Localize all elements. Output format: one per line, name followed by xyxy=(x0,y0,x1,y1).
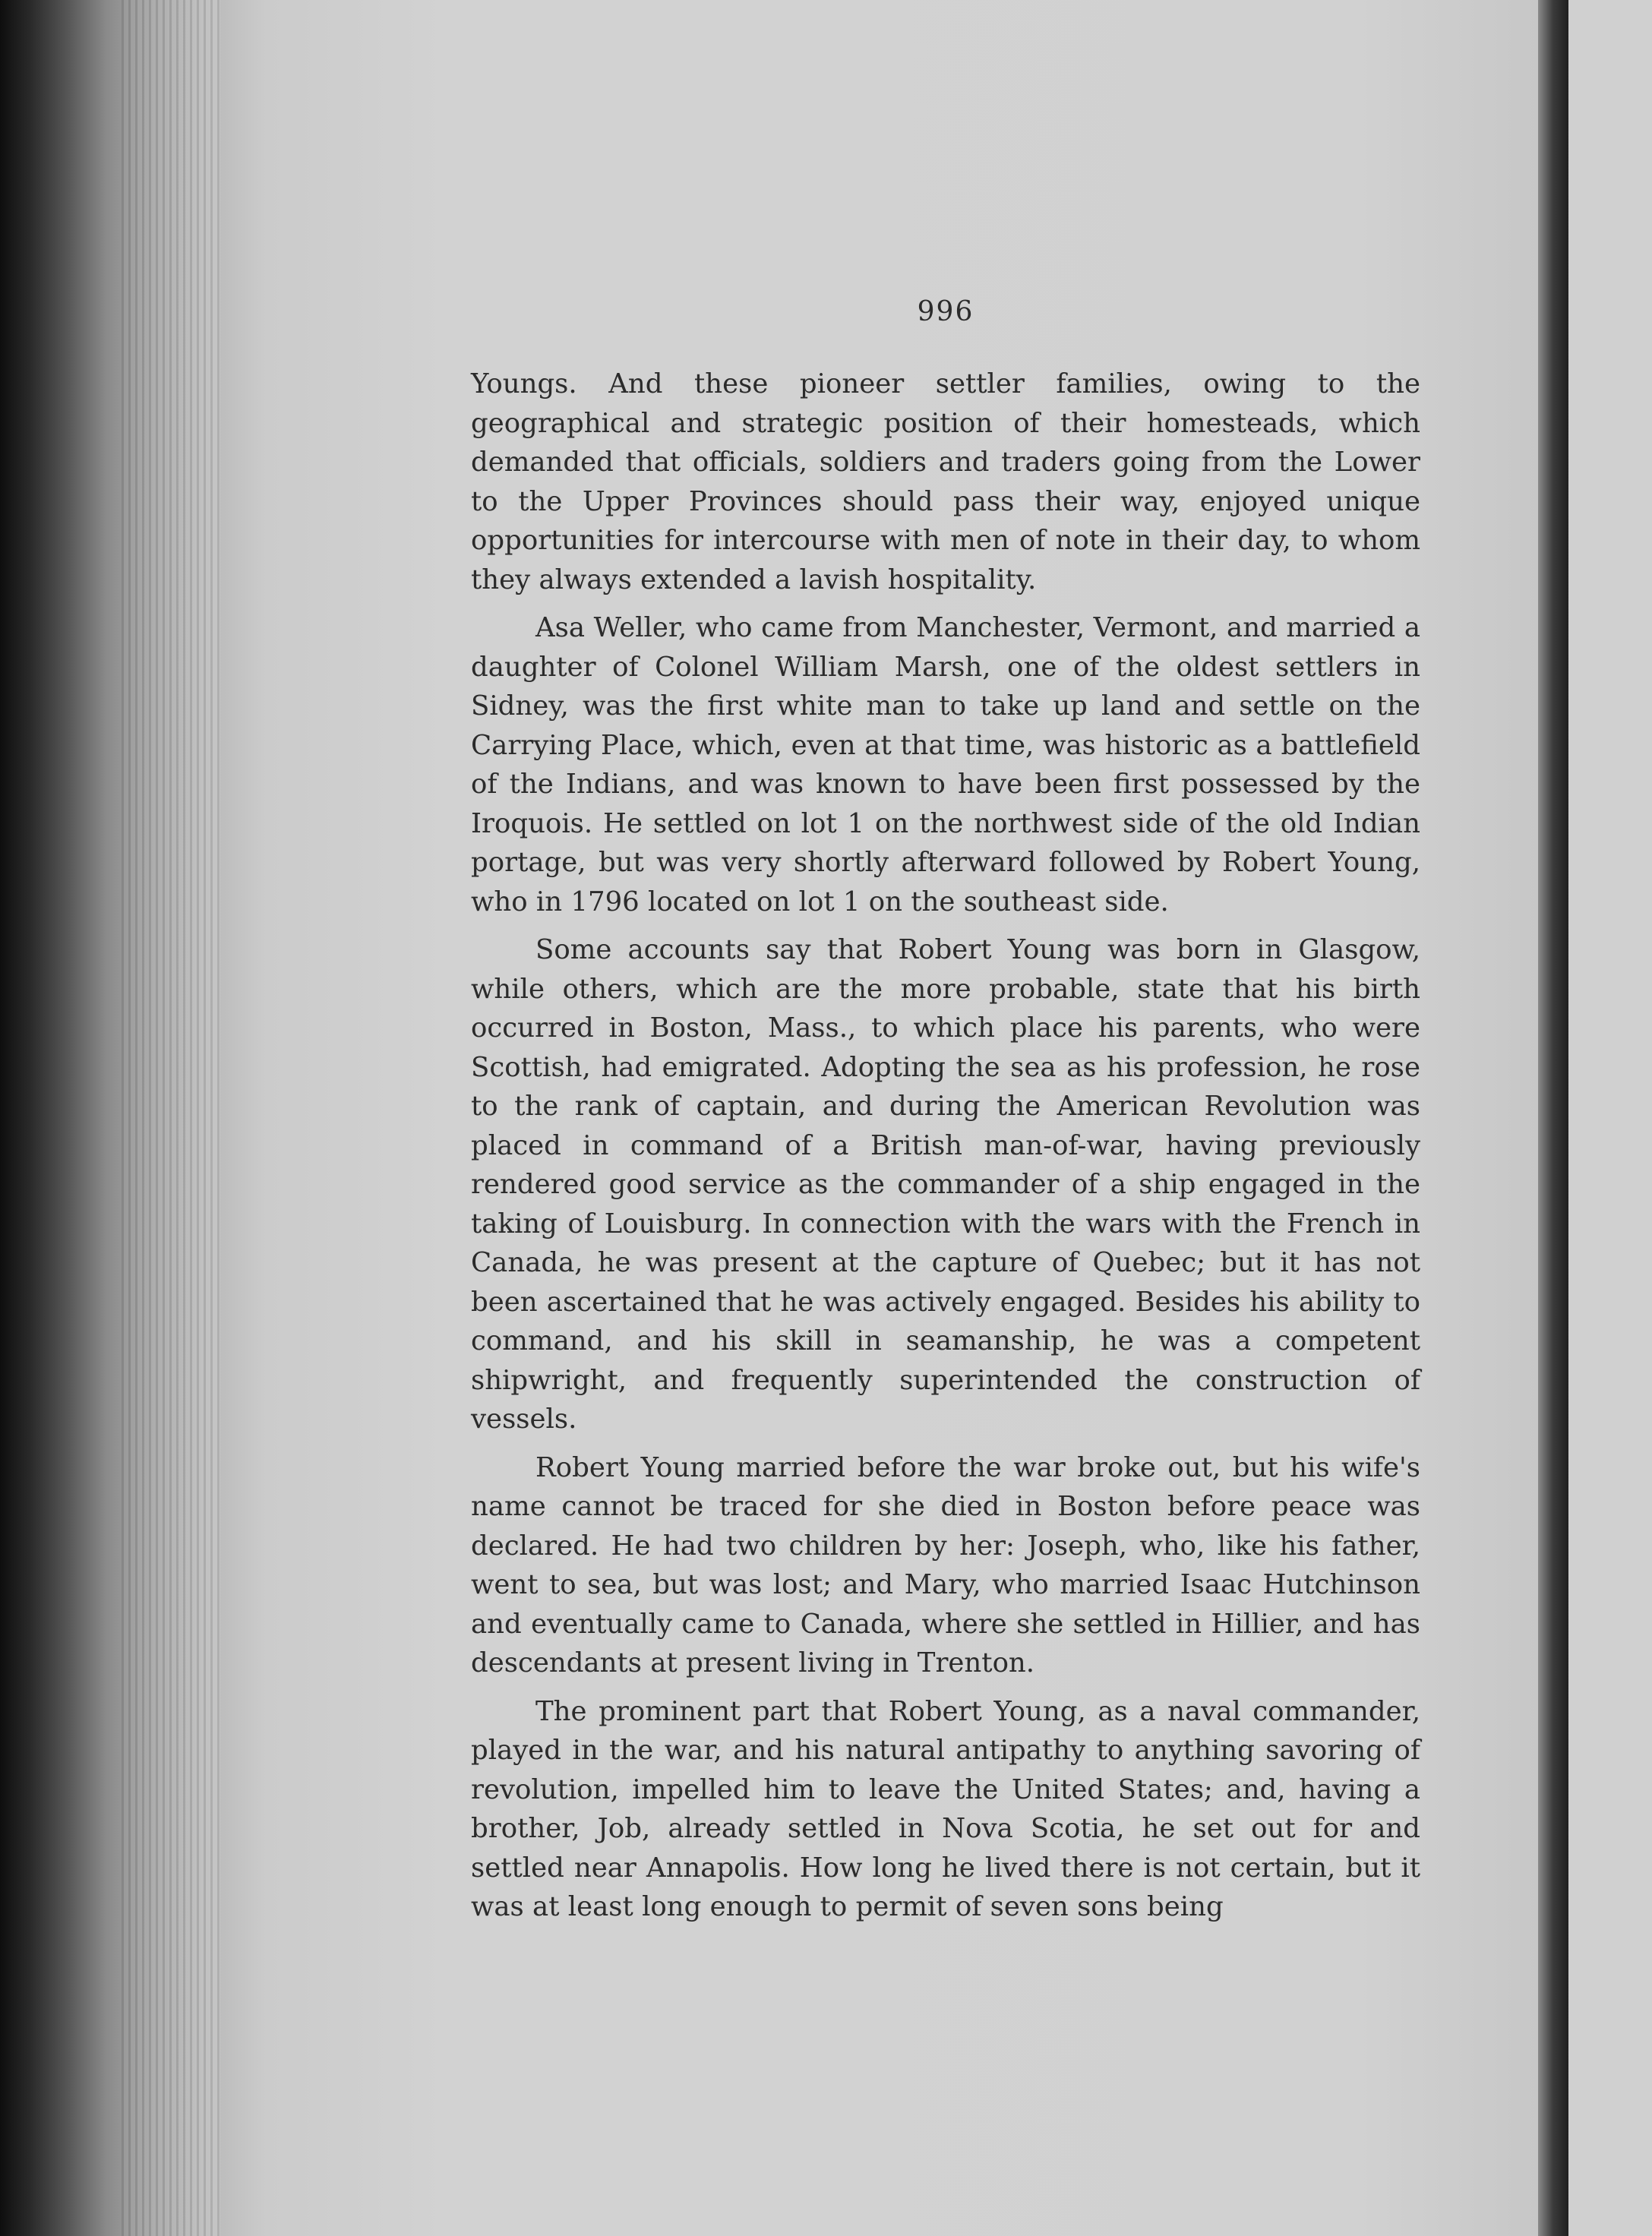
paragraph: Youngs. And these pioneer settler families, owing to the geographical and strategic position of their homesteads, which demanded that officials, soldiers and traders going from the Lower to the Upper Provinces should pass their way, enjoyed unique opportunities for intercourse with men of note in their day, to whom they always extended a lavish hospitality. xyxy=(471,368,1420,595)
body-text xyxy=(471,365,1420,1936)
page-gutter xyxy=(1538,0,1568,2236)
page-edges xyxy=(122,0,228,2236)
page-number: 996 xyxy=(917,296,974,327)
paragraph: Asa Weller, who came from Manchester, Vermont, and married a daughter of Colonel William Marsh, one of the oldest settlers in Sidney, was the first white man to take up land and settle on the Carrying Place, which, even at that time, was historic as a battlefield of the Indians, and was known to have been first possessed by the Iroquois. He settled on lot 1 on the northwest side of the old Indian portage, but was very shortly afterward followed by Robert Young, who in 1796 located on lot 1 on the southeast side. xyxy=(471,612,1420,917)
paragraph: Some accounts say that Robert Young was born in Glasgow, while others, which are the more probable, state that his birth occurred in Boston, Mass., to which place his parents, who were Scottish, had emigrated. Adopting the sea as his profession, he rose to the rank of captain, and during the American Revolution was placed in command of a British man-of-war, having previously rendered good service as the commander of a ship engaged in the taking of Louisburg. In connection with the wars with the French in Canada, he was present at the capture of Quebec; but it has not been ascertained that he was actively engaged. Besides his ability to command, and his skill in seamanship, he was a competent shipwright, and frequently superintended the construction of vessels. xyxy=(471,934,1420,1435)
paragraph: The prominent part that Robert Young, as a naval commander, played in the war, and his natural antipathy to anything savoring of revolution, impelled him to leave the United States; and, having a brother, Job, already settled in Nova Scotia, he set out for and settled near Annapolis. How long he lived there is not certain, but it was at least long enough to permit of seven sons being xyxy=(471,1695,1420,1922)
paragraph: Robert Young married before the war broke out, but his wife's name cannot be traced for she died in Boston before peace was declared. He had two children by her: Joseph, who, like his father, went to sea, but was lost; and Mary, who married Isaac Hutchinson and eventually came to Canada, where she settled in Hillier, and has descendants at present living in Trenton. xyxy=(471,1451,1420,1679)
adjacent-page-edge xyxy=(1568,0,1652,2236)
